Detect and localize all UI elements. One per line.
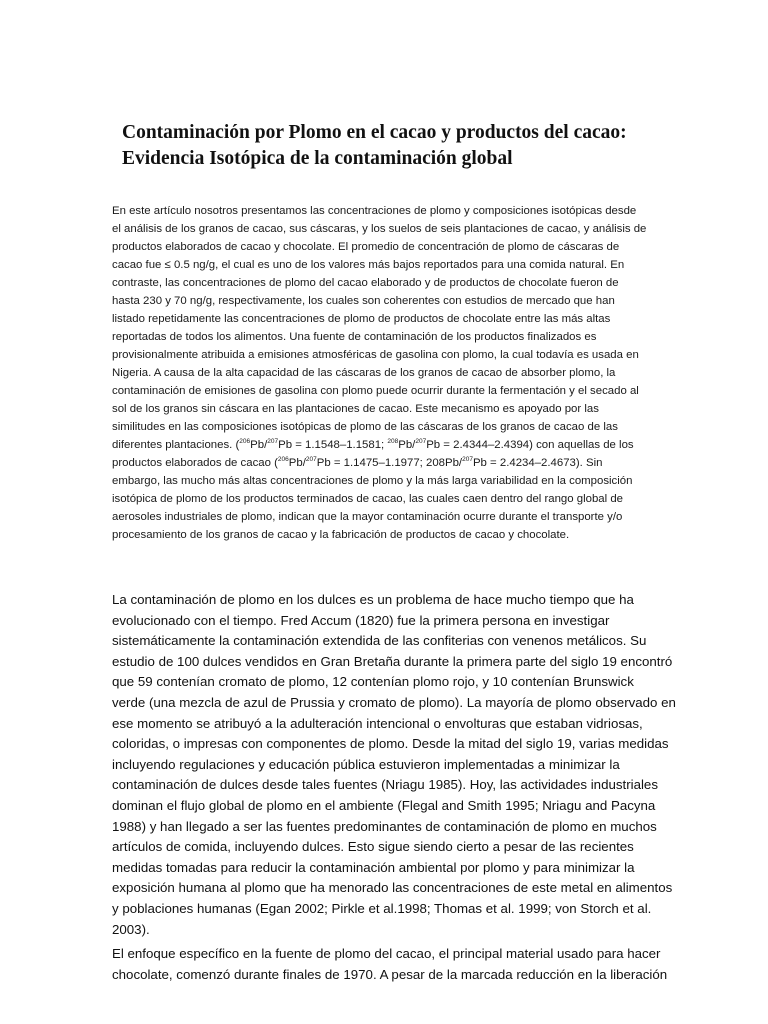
abstract-ratio-line	[112, 454, 688, 472]
paragraph-line: artículos de comida, incluyendo dulces. Esto sigue siendo cierto a pesar de las recientes	[112, 839, 634, 855]
isotope-superscript: 207	[305, 456, 317, 463]
abstract	[112, 202, 688, 544]
paragraph-line: chocolate, comenzó durante finales de 1970. A pesar de la marcada reducción en la liberación	[112, 966, 668, 982]
isotope-superscript: 207	[462, 456, 473, 463]
ratio-text: Pb/	[250, 439, 268, 451]
ratio-text: Pb = 2.4234–2.4673). Sin	[472, 457, 603, 469]
paragraph-line: sistemáticamente la contaminación extendida de las confiterias con venenos metálicos. Su	[112, 633, 647, 649]
paragraph-line: coloridas, o impresas con componentes de plomo. Desde la mitad del siglo 19, varias medidas	[112, 736, 669, 752]
paragraph-line: contaminación de dulces desde tales fuentes (Nriagu 1985). Hoy, las actividades industriales	[112, 777, 658, 793]
ratio-text: Pb = 1.1548–1.1581;	[278, 439, 388, 451]
abstract-line: reportadas de todos los alimentos. Una fuente de contaminación de los productos finalizados es	[112, 331, 597, 343]
abstract-line: listado repetidamente las concentraciones de plomo de productos de chocolate entre las más altas	[112, 313, 611, 325]
abstract-line: productos elaborados de cacao y chocolate. El promedio de concentración de plomo de cáscaras de	[112, 241, 620, 253]
abstract-line: provisionalmente atribuida a emisiones atmosféricas de gasolina con plomo, la cual todavía es usada en	[112, 349, 639, 361]
isotope-superscript: 207	[267, 438, 279, 445]
abstract-ratio-line	[112, 436, 688, 454]
ratio-text: Pb = 2.4344–2.4394) con aquellas de los	[426, 439, 634, 451]
ratio-text: diferentes plantaciones. (	[112, 439, 240, 451]
ratio-text: Pb = 1.1475–1.1977; 208Pb/	[316, 457, 463, 469]
abstract-line: contraste, las concentraciones de plomo del cacao elaborado y de productos de chocolate fueron de	[112, 277, 619, 289]
isotope-superscript: 208	[387, 438, 399, 445]
abstract-line: En este artículo nosotros presentamos las concentraciones de plomo y composiciones isotópicas desde	[112, 205, 637, 217]
paragraph-line: 1988) y han llegado a ser las fuentes predominantes de contaminación de plomo en muchos	[112, 818, 657, 834]
paragraph-line: evolucionado con el tiempo. Fred Accum (1820) fue la primera persona en investigar	[112, 612, 610, 628]
paragraph-line: dominan el flujo global de plomo en el ambiente (Flegal and Smith 1995; Nriagu and Pacyna	[112, 797, 656, 813]
paragraph-line: medidas tomadas para reducir la contaminación ambiental por plomo y para minimizar la	[112, 859, 635, 875]
isotope-superscript: 206	[277, 456, 289, 463]
ratio-text: Pb/	[288, 457, 306, 469]
abstract-line: sol de los granos sin cáscara en las plantaciones de cacao. Este mecanismo es apoyado por las	[112, 403, 599, 415]
abstract-line: el análisis de los granos de cacao, sus cáscaras, y los suelos de seis plantaciones de cacao, y análisis de	[112, 223, 647, 235]
abstract-line: cacao fue ≤ 0.5 ng/g, el cual es uno de los valores más bajos reportados para una comida natural. En	[112, 259, 625, 271]
paragraph-line: incluyendo regulaciones y educación pública estuvieron implementadas a minimizar la	[112, 756, 620, 772]
abstract-line: embargo, las mucho más altas concentraciones de plomo y la más larga variabilidad en la composición	[112, 475, 633, 487]
paragraph-line: La contaminación de plomo en los dulces es un problema de hace mucho tiempo que ha	[112, 592, 634, 607]
paragraph-line: El enfoque específico en la fuente de plomo del cacao, el principal material usado para hacer	[112, 946, 661, 961]
paragraph-line: 2003).	[112, 921, 150, 937]
paragraph-line: y poblaciones humanas (Egan 2002; Pirkle et al.1998; Thomas et al. 1999; von Storch et al.	[112, 900, 652, 916]
page-title	[122, 120, 682, 172]
isotope-superscript: 207	[415, 438, 427, 445]
title-line: Contaminación por Plomo en el cacao y productos del cacao:	[122, 122, 627, 143]
ratio-text: productos elaborados de cacao (	[112, 457, 278, 469]
abstract-line: Nigeria. A causa de la alta capacidad de las cáscaras de los granos de cacao de absorber plomo, la	[112, 367, 616, 379]
paragraph-line: estudio de 100 dulces vendidos en Gran Bretaña durante la primera parte del siglo 19 encontró	[112, 653, 673, 669]
body-paragraph	[112, 590, 676, 940]
paragraph-line: que 59 contenían cromato de plomo, 12 contenían plomo rojo, y 10 contenían Brunswick	[112, 674, 634, 690]
abstract-line: contaminación de emisiones de gasolina con plomo puede ocurrir durante la fermentación y el secado al	[112, 385, 639, 397]
isotope-superscript: 206	[239, 438, 251, 445]
ratio-text: Pb/	[398, 439, 416, 451]
paragraph-line: exposición humana al plomo que ha menorado las concentraciones de este metal en alimentos	[112, 880, 673, 896]
abstract-line: hasta 230 y 70 ng/g, respectivamente, los cuales son coherentes con estudios de mercado que han	[112, 295, 615, 307]
abstract-line: similitudes en las composiciones isotópicas de plomo de las cáscaras de los granos de cacao de las	[112, 421, 618, 433]
paragraph-line: verde (una mezcla de azul de Prussia y cromato de plomo). La mayoría de plomo observado en	[112, 694, 676, 710]
paragraph-line: ese momento se atribuyó a la adulteración intencional o envolturas que estaban vidriosas,	[112, 715, 643, 731]
abstract-line: procesamiento de los granos de cacao y la fabricación de productos de cacao y chocolate.	[112, 529, 570, 541]
abstract-line: aerosoles industriales de plomo, indican que la mayor contaminación ocurre durante el transporte y/o	[112, 511, 623, 523]
body-paragraph	[112, 944, 672, 985]
abstract-line: isotópica de plomo de los productos terminados de cacao, las cuales caen dentro del rango global de	[112, 493, 624, 505]
title-line: Evidencia Isotópica de la contaminación global	[122, 148, 513, 169]
